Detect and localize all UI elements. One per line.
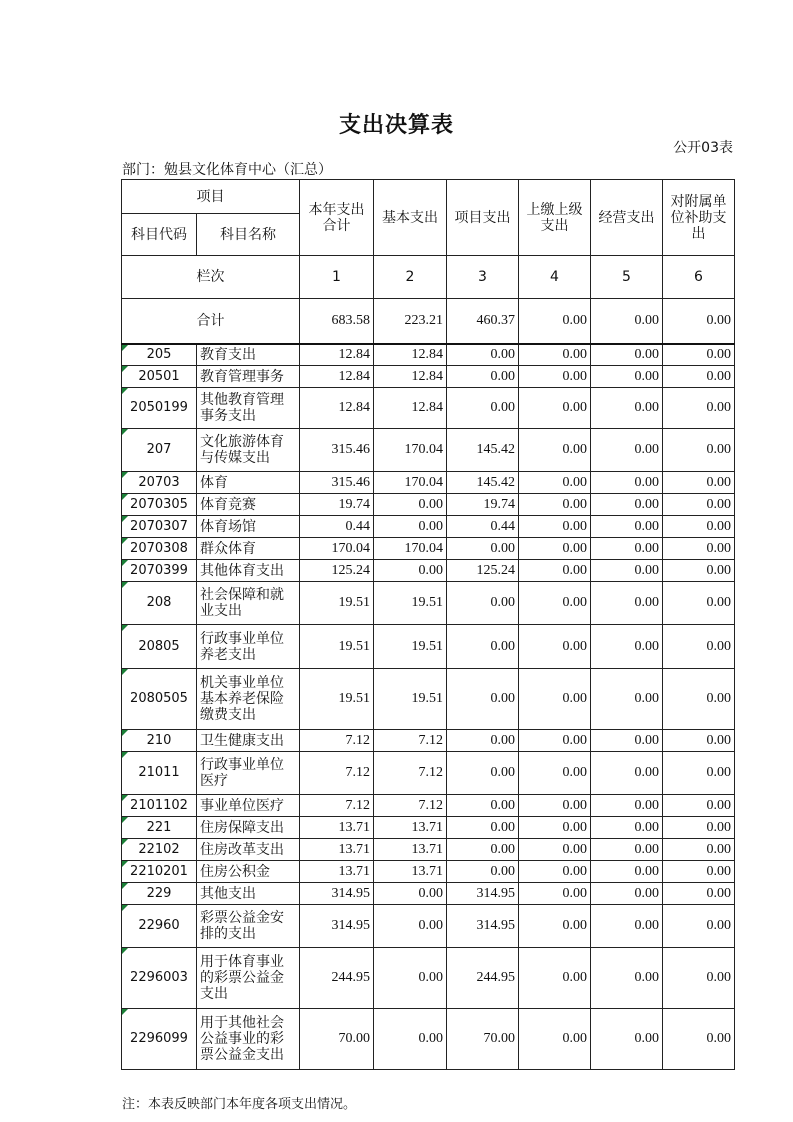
- amount-cell: 13.71: [300, 817, 374, 839]
- subject-code: 2296099: [122, 1009, 197, 1070]
- table-row: [122, 1009, 735, 1070]
- amount-cell: 0.00: [663, 494, 735, 516]
- table-row: [122, 948, 735, 1009]
- amount-cell: 0.00: [447, 388, 519, 429]
- subject-name: 教育管理事务: [197, 366, 300, 388]
- subject-code: 208: [122, 582, 197, 625]
- amount-cell: 12.84: [300, 366, 374, 388]
- table-row: [122, 472, 735, 494]
- amount-cell: 0.00: [591, 817, 663, 839]
- amount-cell: 0.00: [663, 861, 735, 883]
- amount-cell: 0.00: [519, 538, 591, 560]
- amount-cell: 0.00: [663, 625, 735, 669]
- amount-cell: 314.95: [447, 883, 519, 905]
- amount-cell: 0.00: [519, 905, 591, 948]
- table-row: [122, 905, 735, 948]
- table-row: [122, 861, 735, 883]
- subject-name: 其他教育管理事务支出: [197, 388, 300, 429]
- amount-cell: 0.00: [663, 752, 735, 795]
- amount-cell: 0.00: [519, 429, 591, 472]
- amount-cell: 0.00: [519, 817, 591, 839]
- subject-name: 机关事业单位基本养老保险缴费支出: [197, 669, 300, 730]
- subject-code: 205: [122, 344, 197, 366]
- amount-cell: 19.51: [374, 669, 447, 730]
- table-row: [122, 839, 735, 861]
- amount-cell: 0.00: [519, 366, 591, 388]
- amount-cell: 0.00: [519, 582, 591, 625]
- subject-name: 住房改革支出: [197, 839, 300, 861]
- amount-cell: 0.00: [447, 817, 519, 839]
- amount-cell: 13.71: [300, 861, 374, 883]
- amount-cell: 0.00: [447, 582, 519, 625]
- amount-cell: 0.00: [663, 1009, 735, 1070]
- amount-cell: 0.00: [374, 1009, 447, 1070]
- amount-cell: 125.24: [300, 560, 374, 582]
- amount-cell: 0.00: [591, 344, 663, 366]
- amount-cell: 0.00: [591, 625, 663, 669]
- amount-cell: 315.46: [300, 429, 374, 472]
- table-row: [122, 669, 735, 730]
- table-row: [122, 560, 735, 582]
- subject-code: 20805: [122, 625, 197, 669]
- subject-name: 卫生健康支出: [197, 730, 300, 752]
- amount-cell: 0.00: [591, 948, 663, 1009]
- subject-name: 体育竞赛: [197, 494, 300, 516]
- amount-cell: 0.00: [519, 861, 591, 883]
- subject-code: 2070305: [122, 494, 197, 516]
- amount-cell: 170.04: [374, 429, 447, 472]
- amount-cell: 0.00: [591, 905, 663, 948]
- subject-code: 2080505: [122, 669, 197, 730]
- amount-cell: 0.00: [374, 494, 447, 516]
- total-value: 0.00: [519, 299, 591, 344]
- header-row-1: [122, 180, 735, 214]
- header-col1: 本年支出合计: [300, 180, 374, 256]
- total-value: 0.00: [663, 299, 735, 344]
- amount-cell: 19.51: [300, 669, 374, 730]
- amount-cell: 13.71: [374, 817, 447, 839]
- amount-cell: 0.00: [663, 905, 735, 948]
- amount-cell: 0.00: [591, 752, 663, 795]
- amount-cell: 13.71: [300, 839, 374, 861]
- subject-name: 体育: [197, 472, 300, 494]
- subject-name: 事业单位医疗: [197, 795, 300, 817]
- page-title: 支出决算表: [338, 113, 454, 138]
- department-label: 部门：勉县文化体育中心（汇总）: [122, 162, 332, 178]
- table-row: [122, 494, 735, 516]
- subject-code: 2296003: [122, 948, 197, 1009]
- amount-cell: 12.84: [374, 344, 447, 366]
- amount-cell: 244.95: [447, 948, 519, 1009]
- amount-cell: 145.42: [447, 472, 519, 494]
- amount-cell: 0.00: [663, 538, 735, 560]
- amount-cell: 12.84: [374, 366, 447, 388]
- amount-cell: 314.95: [300, 883, 374, 905]
- amount-cell: 0.00: [591, 429, 663, 472]
- subject-name: 其他支出: [197, 883, 300, 905]
- amount-cell: 170.04: [374, 538, 447, 560]
- amount-cell: 19.74: [447, 494, 519, 516]
- table-row: [122, 883, 735, 905]
- table-row: [122, 344, 735, 366]
- amount-cell: 0.00: [447, 730, 519, 752]
- table-row: [122, 625, 735, 669]
- header-col6: 对附属单位补助支出: [663, 180, 735, 256]
- amount-cell: 0.00: [663, 366, 735, 388]
- amount-cell: 145.42: [447, 429, 519, 472]
- table-row: [122, 516, 735, 538]
- amount-cell: 0.00: [591, 472, 663, 494]
- amount-cell: 0.00: [447, 861, 519, 883]
- amount-cell: 0.00: [591, 795, 663, 817]
- subject-name: 用于其他社会公益事业的彩票公益金支出: [197, 1009, 300, 1070]
- amount-cell: 0.00: [591, 516, 663, 538]
- footnote: 注：本表反映部门本年度各项支出情况。: [122, 1097, 357, 1112]
- amount-cell: 170.04: [300, 538, 374, 560]
- table-row: [122, 582, 735, 625]
- amount-cell: 0.00: [519, 839, 591, 861]
- subject-code: 21011: [122, 752, 197, 795]
- column-index: 1: [300, 256, 374, 299]
- amount-cell: 19.51: [300, 582, 374, 625]
- amount-cell: 0.00: [519, 883, 591, 905]
- amount-cell: 0.00: [591, 1009, 663, 1070]
- subject-name: 文化旅游体育与传媒支出: [197, 429, 300, 472]
- amount-cell: 314.95: [447, 905, 519, 948]
- subject-code: 2210201: [122, 861, 197, 883]
- amount-cell: 0.00: [374, 948, 447, 1009]
- amount-cell: 7.12: [300, 730, 374, 752]
- row-index-label: 栏次: [122, 256, 300, 299]
- amount-cell: 70.00: [300, 1009, 374, 1070]
- subject-name: 彩票公益金安排的支出: [197, 905, 300, 948]
- amount-cell: 12.84: [300, 388, 374, 429]
- amount-cell: 0.00: [447, 752, 519, 795]
- amount-cell: 0.00: [519, 795, 591, 817]
- subject-name: 行政事业单位养老支出: [197, 625, 300, 669]
- column-index: 4: [519, 256, 591, 299]
- amount-cell: 7.12: [300, 795, 374, 817]
- amount-cell: 0.00: [519, 494, 591, 516]
- amount-cell: 0.00: [591, 861, 663, 883]
- amount-cell: 0.00: [447, 344, 519, 366]
- amount-cell: 0.00: [447, 538, 519, 560]
- amount-cell: 0.00: [663, 883, 735, 905]
- amount-cell: 0.00: [663, 669, 735, 730]
- table-row: [122, 429, 735, 472]
- amount-cell: 0.00: [663, 472, 735, 494]
- amount-cell: 0.00: [663, 388, 735, 429]
- amount-cell: 7.12: [374, 752, 447, 795]
- amount-cell: 7.12: [374, 795, 447, 817]
- subject-code: 20703: [122, 472, 197, 494]
- amount-cell: 0.00: [591, 388, 663, 429]
- table-row: [122, 795, 735, 817]
- amount-cell: 0.00: [591, 669, 663, 730]
- amount-cell: 7.12: [374, 730, 447, 752]
- column-index-row: [122, 256, 735, 299]
- total-value: 223.21: [374, 299, 447, 344]
- amount-cell: 0.00: [663, 560, 735, 582]
- amount-cell: 0.00: [447, 839, 519, 861]
- amount-cell: 0.00: [591, 730, 663, 752]
- amount-cell: 0.00: [519, 516, 591, 538]
- amount-cell: 70.00: [447, 1009, 519, 1070]
- amount-cell: 13.71: [374, 839, 447, 861]
- amount-cell: 0.00: [519, 344, 591, 366]
- amount-cell: 0.00: [663, 948, 735, 1009]
- header-name: 科目名称: [197, 214, 300, 256]
- subject-name: 社会保障和就业支出: [197, 582, 300, 625]
- amount-cell: 0.00: [519, 752, 591, 795]
- header-item: 项目: [122, 180, 300, 214]
- amount-cell: 0.00: [591, 883, 663, 905]
- amount-cell: 125.24: [447, 560, 519, 582]
- amount-cell: 0.00: [519, 730, 591, 752]
- amount-cell: 0.00: [519, 472, 591, 494]
- amount-cell: 0.00: [591, 538, 663, 560]
- total-label: 合计: [122, 299, 300, 344]
- header-code: 科目代码: [122, 214, 197, 256]
- column-index: 6: [663, 256, 735, 299]
- amount-cell: 0.00: [374, 516, 447, 538]
- amount-cell: 0.00: [663, 429, 735, 472]
- header-col2: 基本支出: [374, 180, 447, 256]
- amount-cell: 12.84: [374, 388, 447, 429]
- header-col4: 上缴上级支出: [519, 180, 591, 256]
- subject-name: 住房公积金: [197, 861, 300, 883]
- amount-cell: 0.00: [519, 560, 591, 582]
- table-row: [122, 388, 735, 429]
- amount-cell: 0.00: [447, 669, 519, 730]
- amount-cell: 0.00: [374, 905, 447, 948]
- amount-cell: 244.95: [300, 948, 374, 1009]
- column-index: 2: [374, 256, 447, 299]
- subject-code: 2101102: [122, 795, 197, 817]
- amount-cell: 0.00: [519, 948, 591, 1009]
- subject-name: 其他体育支出: [197, 560, 300, 582]
- amount-cell: 0.00: [519, 669, 591, 730]
- amount-cell: 0.00: [374, 883, 447, 905]
- amount-cell: 0.00: [663, 730, 735, 752]
- total-row: [122, 299, 735, 344]
- amount-cell: 19.51: [374, 582, 447, 625]
- subject-code: 2070399: [122, 560, 197, 582]
- subject-code: 22960: [122, 905, 197, 948]
- amount-cell: 19.74: [300, 494, 374, 516]
- amount-cell: 0.00: [663, 344, 735, 366]
- amount-cell: 19.51: [374, 625, 447, 669]
- amount-cell: 0.00: [447, 625, 519, 669]
- subject-code: 229: [122, 883, 197, 905]
- amount-cell: 0.00: [663, 795, 735, 817]
- amount-cell: 7.12: [300, 752, 374, 795]
- amount-cell: 0.00: [519, 625, 591, 669]
- amount-cell: 0.00: [374, 560, 447, 582]
- amount-cell: 0.00: [591, 494, 663, 516]
- table-row: [122, 752, 735, 795]
- amount-cell: 19.51: [300, 625, 374, 669]
- amount-cell: 0.00: [663, 516, 735, 538]
- total-value: 683.58: [300, 299, 374, 344]
- subject-name: 群众体育: [197, 538, 300, 560]
- amount-cell: 0.00: [663, 839, 735, 861]
- amount-cell: 0.00: [591, 560, 663, 582]
- column-index: 5: [591, 256, 663, 299]
- header-col3: 项目支出: [447, 180, 519, 256]
- table-row: [122, 366, 735, 388]
- subject-code: 22102: [122, 839, 197, 861]
- amount-cell: 13.71: [374, 861, 447, 883]
- total-value: 460.37: [447, 299, 519, 344]
- subject-name: 住房保障支出: [197, 817, 300, 839]
- subject-code: 20501: [122, 366, 197, 388]
- subject-name: 体育场馆: [197, 516, 300, 538]
- amount-cell: 0.00: [447, 366, 519, 388]
- subject-code: 210: [122, 730, 197, 752]
- amount-cell: 0.00: [663, 817, 735, 839]
- subject-code: 2070308: [122, 538, 197, 560]
- amount-cell: 0.00: [519, 388, 591, 429]
- amount-cell: 0.44: [447, 516, 519, 538]
- amount-cell: 0.00: [447, 795, 519, 817]
- subject-code: 2070307: [122, 516, 197, 538]
- amount-cell: 314.95: [300, 905, 374, 948]
- subject-name: 用于体育事业的彩票公益金支出: [197, 948, 300, 1009]
- amount-cell: 0.00: [519, 1009, 591, 1070]
- amount-cell: 0.00: [663, 582, 735, 625]
- amount-cell: 12.84: [300, 344, 374, 366]
- subject-code: 2050199: [122, 388, 197, 429]
- amount-cell: 0.00: [591, 839, 663, 861]
- table-row: [122, 817, 735, 839]
- form-number: 公开03表: [673, 140, 733, 156]
- expenditure-table: [121, 179, 735, 1070]
- amount-cell: 0.00: [591, 366, 663, 388]
- amount-cell: 0.44: [300, 516, 374, 538]
- table-row: [122, 730, 735, 752]
- amount-cell: 315.46: [300, 472, 374, 494]
- subject-name: 教育支出: [197, 344, 300, 366]
- amount-cell: 0.00: [591, 582, 663, 625]
- total-value: 0.00: [591, 299, 663, 344]
- subject-name: 行政事业单位医疗: [197, 752, 300, 795]
- amount-cell: 170.04: [374, 472, 447, 494]
- header-col5: 经营支出: [591, 180, 663, 256]
- table-row: [122, 538, 735, 560]
- column-index: 3: [447, 256, 519, 299]
- subject-code: 221: [122, 817, 197, 839]
- subject-code: 207: [122, 429, 197, 472]
